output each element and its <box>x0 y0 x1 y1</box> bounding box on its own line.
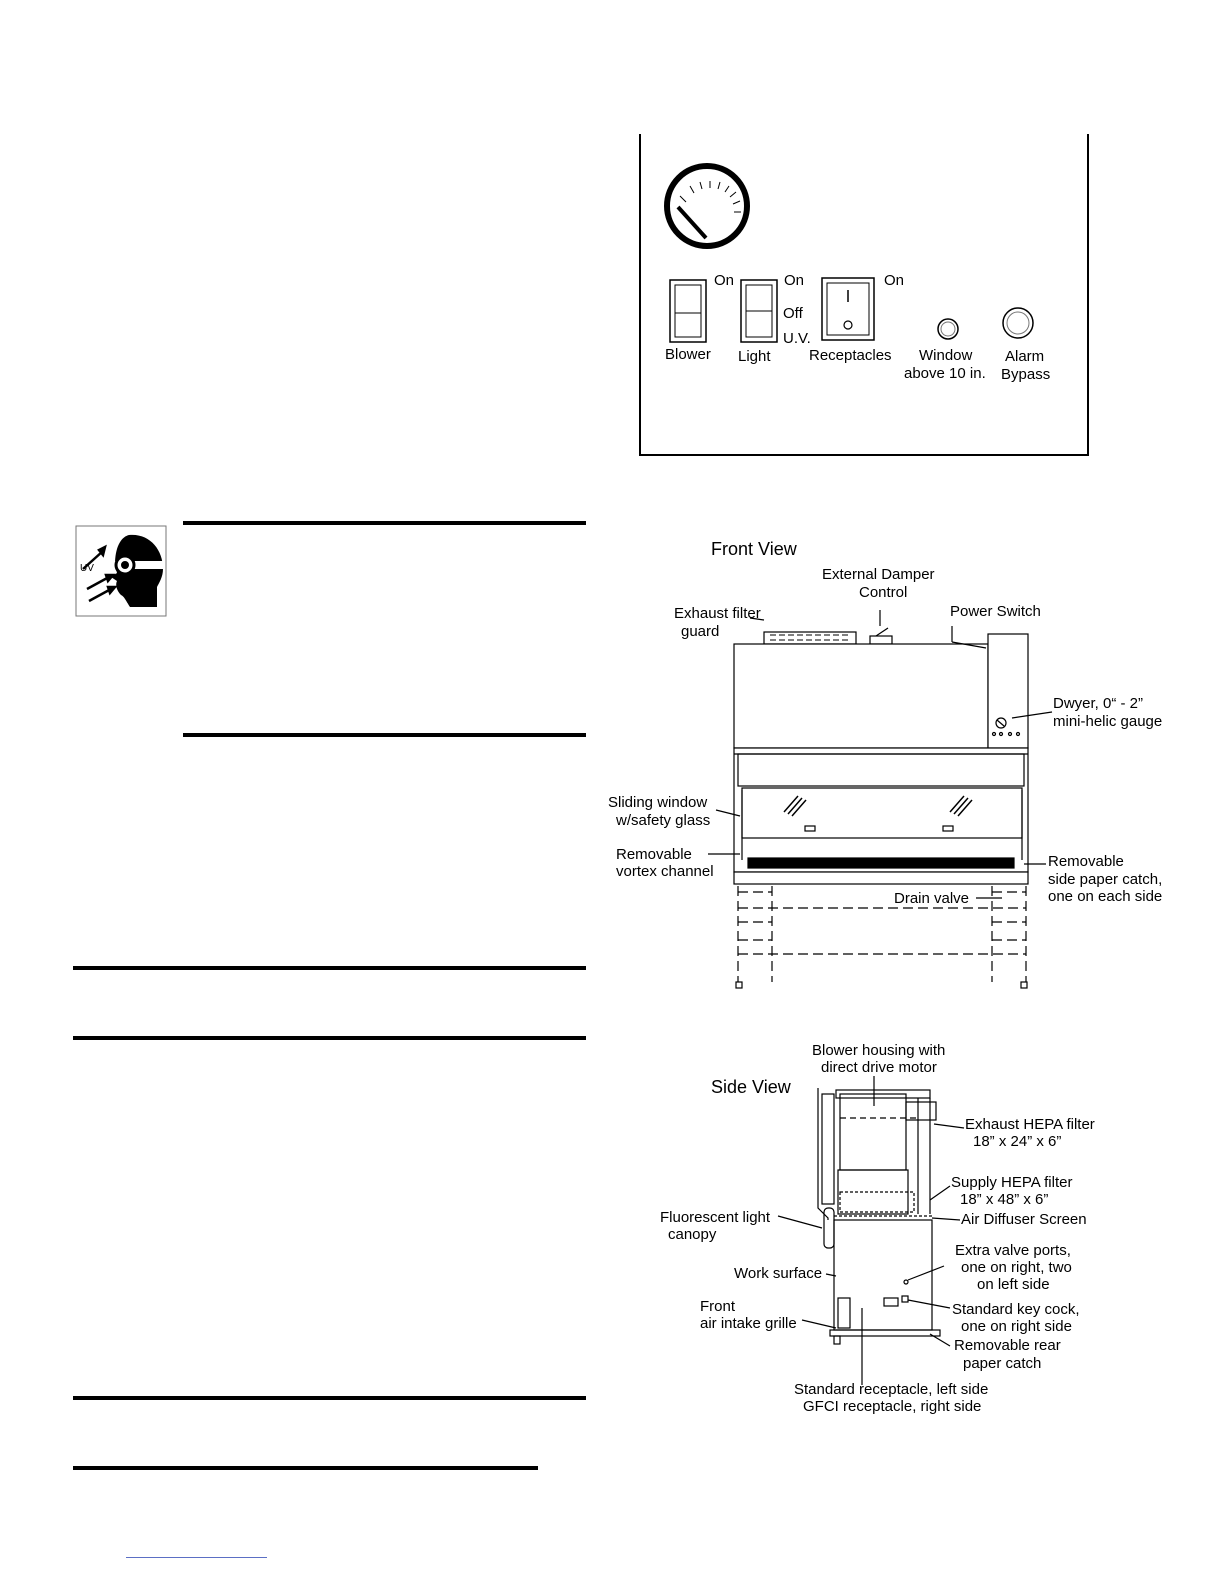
light-label: Light <box>738 348 771 365</box>
receptacle-label-1: Standard receptacle, left side <box>794 1381 989 1398</box>
dwyer-label-1: Dwyer, 0“ - 2” <box>1053 695 1144 712</box>
drain-valve-label: Drain valve <box>894 890 970 907</box>
alarm-label-line1: Alarm <box>1005 348 1045 365</box>
work-surface-label: Work surface <box>734 1265 823 1282</box>
divider-4 <box>73 1036 586 1040</box>
side-view-diagram <box>600 1040 1200 1420</box>
dwyer-label-2: mini-helic gauge <box>1053 713 1163 730</box>
light-off-label: Off <box>783 305 803 322</box>
rear-catch-label-1: Removable rear <box>954 1337 1061 1354</box>
receptacles-switch[interactable] <box>822 278 874 340</box>
divider-2 <box>183 733 586 737</box>
power-switch-label: Power Switch <box>950 603 1041 620</box>
supply-hepa-label-1: Supply HEPA filter <box>951 1174 1073 1191</box>
control-panel-diagram <box>630 130 1100 470</box>
fluorescent-label-1: Fluorescent light <box>660 1209 771 1226</box>
uv-icon-text: UV <box>80 563 94 574</box>
external-damper-label-1: External Damper <box>822 566 935 583</box>
blower-switch[interactable] <box>670 280 706 342</box>
light-uv-label: U.V. <box>783 330 811 347</box>
blower-housing-label-1: Blower housing with <box>812 1042 946 1059</box>
key-cock-label-2: one on right side <box>961 1318 1072 1335</box>
fluorescent-label-2: canopy <box>668 1226 717 1243</box>
divider-6 <box>73 1466 538 1470</box>
rear-catch-label-2: paper catch <box>963 1355 1042 1372</box>
extra-ports-label-2: one on right, two <box>961 1259 1072 1276</box>
control-panel-outline <box>630 130 1100 470</box>
extra-ports-label-3: on left side <box>977 1276 1050 1293</box>
front-grille-label-1: Front <box>700 1298 736 1315</box>
blower-label: Blower <box>665 346 711 363</box>
paper-catch-label-2: side paper catch, <box>1048 871 1163 888</box>
window-label-line2: above 10 in. <box>904 365 986 382</box>
divider-1 <box>183 521 586 525</box>
supply-hepa-label-2: 18” x 48” x 6” <box>960 1191 1049 1208</box>
alarm-label-line2: Bypass <box>1001 366 1051 383</box>
vortex-label-1: Removable <box>616 846 692 863</box>
extra-ports-label-1: Extra valve ports, <box>955 1242 1071 1259</box>
exhaust-hepa-label-1: Exhaust HEPA filter <box>965 1116 1095 1133</box>
light-on-label: On <box>784 272 805 289</box>
front-view-title: Front View <box>711 539 797 559</box>
external-damper-label-2: Control <box>859 584 908 601</box>
front-grille-label-2: air intake grille <box>700 1315 797 1332</box>
window-label-line1: Window <box>919 347 973 364</box>
paper-catch-label-3: one on each side <box>1048 888 1163 905</box>
front-view-diagram <box>600 530 1200 1000</box>
vortex-label-2: vortex channel <box>616 863 714 880</box>
blower-housing-label-2: direct drive motor <box>821 1059 937 1076</box>
uv-warning-icon <box>75 525 167 617</box>
light-switch[interactable] <box>741 280 777 342</box>
paper-catch-label-1: Removable <box>1048 853 1124 870</box>
receptacle-label-2: GFCI receptacle, right side <box>803 1398 982 1415</box>
receptacles-label: Receptacles <box>809 347 892 364</box>
exhaust-guard-label-2: guard <box>681 623 720 640</box>
divider-5 <box>73 1396 586 1400</box>
receptacles-on-label: On <box>884 272 905 289</box>
sliding-window-label-1: Sliding window <box>608 794 708 811</box>
footer-link-underline <box>126 1557 267 1558</box>
blower-on-label: On <box>714 272 735 289</box>
air-diffuser-label: Air Diffuser Screen <box>961 1211 1087 1228</box>
divider-3 <box>73 966 586 970</box>
pressure-gauge-icon <box>667 166 747 246</box>
key-cock-label-1: Standard key cock, <box>952 1301 1080 1318</box>
exhaust-guard-label-1: Exhaust filter <box>674 605 761 622</box>
sliding-window-label-2: w/safety glass <box>616 812 711 829</box>
side-view-title: Side View <box>711 1077 791 1097</box>
exhaust-hepa-label-2: 18” x 24” x 6” <box>973 1133 1062 1150</box>
